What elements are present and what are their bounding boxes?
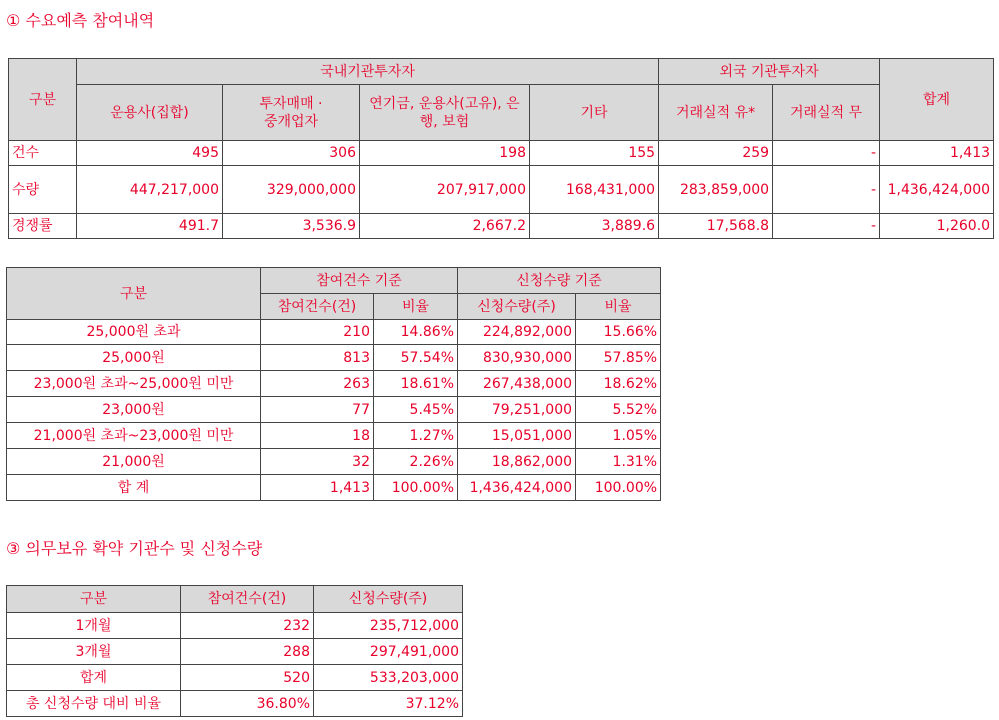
header-category: 구분 [7,586,181,613]
cell: 1.27% [374,423,458,449]
cell: 32 [261,449,374,475]
cell: 267,438,000 [458,371,576,397]
cell: 18.61% [374,371,458,397]
cell: 3,889.6 [530,214,659,239]
section1-title: ① 수요예측 참여내역 [6,11,155,30]
row-label: 합계 [7,665,181,691]
header-foreign: 외국 기관투자자 [659,59,880,85]
cell: 1.05% [576,423,661,449]
cell: 306 [223,141,360,166]
table-row [7,423,661,449]
table-row [7,345,661,371]
header-category: 구분 [7,268,261,320]
cell: 232 [181,613,314,639]
cell: 2,667.2 [360,214,530,239]
cell: 155 [530,141,659,166]
cell: 207,917,000 [360,166,530,214]
cell: 1.31% [576,449,661,475]
header-domestic: 국내기관투자자 [77,59,659,85]
cell: 520 [181,665,314,691]
header-col: 운용사(집합) [77,85,223,141]
cell: 1,436,424,000 [880,166,994,214]
cell: - [773,166,880,214]
lockup-commitment-table [6,585,463,717]
table-row [7,613,463,639]
row-label: 경쟁률 [9,214,77,239]
cell: - [773,141,880,166]
cell: 210 [261,320,374,345]
header-col: 신청수량(주) [458,294,576,320]
table-row [7,691,463,717]
cell: 14.86% [374,320,458,345]
cell: 57.54% [374,345,458,371]
header-total: 합계 [880,59,994,141]
cell: 2.26% [374,449,458,475]
price-distribution-table [6,267,661,501]
row-label: 합 계 [7,475,261,501]
section3-title: ③ 의무보유 확약 기관수 및 신청수량 [6,539,263,558]
cell: 36.80% [181,691,314,717]
cell: 259 [659,141,773,166]
row-label: 총 신청수량 대비 비율 [7,691,181,717]
cell: 17,568.8 [659,214,773,239]
cell: 1,413 [261,475,374,501]
header-col: 투자매매 · 중개업자 [223,85,360,141]
header-col: 연기금, 운용사(고유), 은행, 보험 [360,85,530,141]
cell: 100.00% [576,475,661,501]
row-label: 23,000원 초과~25,000원 미만 [7,371,261,397]
header-col: 기타 [530,85,659,141]
cell: 329,000,000 [223,166,360,214]
cell: 1,260.0 [880,214,994,239]
row-label: 1개월 [7,613,181,639]
cell: 263 [261,371,374,397]
cell: 18 [261,423,374,449]
row-label: 수량 [9,166,77,214]
table-row [7,371,661,397]
row-label: 3개월 [7,639,181,665]
header-category: 구분 [9,59,77,141]
cell: 1,436,424,000 [458,475,576,501]
table-row-total [7,475,661,501]
cell: 224,892,000 [458,320,576,345]
row-label: 21,000원 [7,449,261,475]
cell: 533,203,000 [314,665,463,691]
header-group-quantity: 신청수량 기준 [458,268,661,294]
header-col: 비율 [374,294,458,320]
cell: 3,536.9 [223,214,360,239]
header-col: 거래실적 무 [773,85,880,141]
cell: 15,051,000 [458,423,576,449]
cell: 5.45% [374,397,458,423]
header-group-count: 참여건수 기준 [261,268,458,294]
header-col: 거래실적 유* [659,85,773,141]
cell: 235,712,000 [314,613,463,639]
cell: 18,862,000 [458,449,576,475]
header-col: 신청수량(주) [314,586,463,613]
demand-forecast-table [8,58,994,239]
cell: 5.52% [576,397,661,423]
cell: 198 [360,141,530,166]
table-row [7,639,463,665]
table-row [7,320,661,345]
row-label: 23,000원 [7,397,261,423]
cell: 288 [181,639,314,665]
row-label: 25,000원 초과 [7,320,261,345]
cell: 495 [77,141,223,166]
cell: 830,930,000 [458,345,576,371]
row-label: 건수 [9,141,77,166]
cell: 447,217,000 [77,166,223,214]
header-col: 참여건수(건) [261,294,374,320]
cell: 813 [261,345,374,371]
table-row [9,166,994,214]
table-row [9,214,994,239]
cell: 37.12% [314,691,463,717]
cell: 297,491,000 [314,639,463,665]
cell: 15.66% [576,320,661,345]
table-row [7,397,661,423]
row-label: 21,000원 초과~23,000원 미만 [7,423,261,449]
cell: 77 [261,397,374,423]
cell: 1,413 [880,141,994,166]
table-row [7,665,463,691]
header-col: 비율 [576,294,661,320]
header-col: 참여건수(건) [181,586,314,613]
cell: 79,251,000 [458,397,576,423]
table-row [7,449,661,475]
cell: 283,859,000 [659,166,773,214]
cell: 57.85% [576,345,661,371]
cell: 100.00% [374,475,458,501]
cell: 18.62% [576,371,661,397]
cell: 491.7 [77,214,223,239]
row-label: 25,000원 [7,345,261,371]
table-row [9,141,994,166]
cell: - [773,214,880,239]
cell: 168,431,000 [530,166,659,214]
